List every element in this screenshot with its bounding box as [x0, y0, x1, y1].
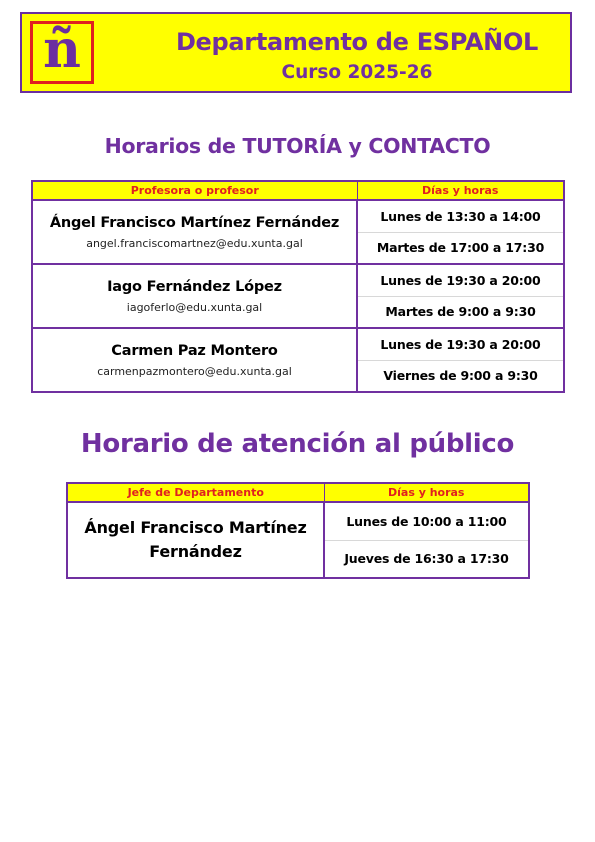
col-header-schedule: Días y horas	[357, 181, 564, 200]
department-title: Departamento de ESPAÑOL	[175, 28, 539, 56]
schedule-slot: Jueves de 16:30 a 17:30	[324, 540, 529, 578]
atencion-table	[66, 482, 530, 579]
department-head-name-line1: Ángel Francisco Martínez	[84, 518, 307, 537]
teacher-email: iagoferlo@edu.xunta.gal	[126, 300, 263, 314]
department-head-name-line2: Fernández	[149, 542, 242, 561]
table-header-row	[67, 483, 529, 502]
schedule-slot: Martes de 9:00 a 9:30	[357, 296, 564, 328]
table-row	[32, 200, 564, 232]
teacher-name: Iago Fernández López	[107, 278, 282, 295]
teacher-cell	[32, 328, 357, 392]
table-header-row	[32, 181, 564, 200]
course-year: Curso 2025-26	[281, 62, 433, 83]
schedule-slot: Viernes de 9:00 a 9:30	[357, 360, 564, 392]
schedule-slot: Lunes de 19:30 a 20:00	[357, 328, 564, 360]
table-row	[32, 328, 564, 360]
col-header-schedule: Días y horas	[324, 483, 529, 502]
table-row	[67, 502, 529, 540]
teacher-name: Ángel Francisco Martínez Fernández	[49, 214, 340, 231]
department-head-cell	[67, 502, 324, 578]
tutoria-table	[31, 180, 565, 393]
schedule-slot: Lunes de 10:00 a 11:00	[324, 502, 529, 540]
tutoria-section-title: Horarios de TUTORÍA y CONTACTO	[104, 134, 491, 158]
schedule-slot: Martes de 17:00 a 17:30	[357, 232, 564, 264]
schedule-slot: Lunes de 13:30 a 14:00	[357, 200, 564, 232]
logo-glyph: ñ	[43, 18, 81, 80]
teacher-email: angel.franciscomartnez@edu.xunta.gal	[86, 236, 303, 250]
col-header-head: Jefe de Departamento	[67, 483, 324, 502]
teacher-email: carmenpazmontero@edu.xunta.gal	[97, 364, 292, 378]
teacher-cell	[32, 264, 357, 328]
teacher-cell	[32, 200, 357, 264]
table-row	[32, 264, 564, 296]
schedule-slot: Lunes de 19:30 a 20:00	[357, 264, 564, 296]
enye-logo	[30, 18, 94, 84]
col-header-teacher: Profesora o profesor	[32, 181, 357, 200]
department-header	[20, 12, 572, 93]
atencion-section-title: Horario de atención al público	[80, 429, 515, 459]
teacher-name: Carmen Paz Montero	[111, 342, 278, 359]
